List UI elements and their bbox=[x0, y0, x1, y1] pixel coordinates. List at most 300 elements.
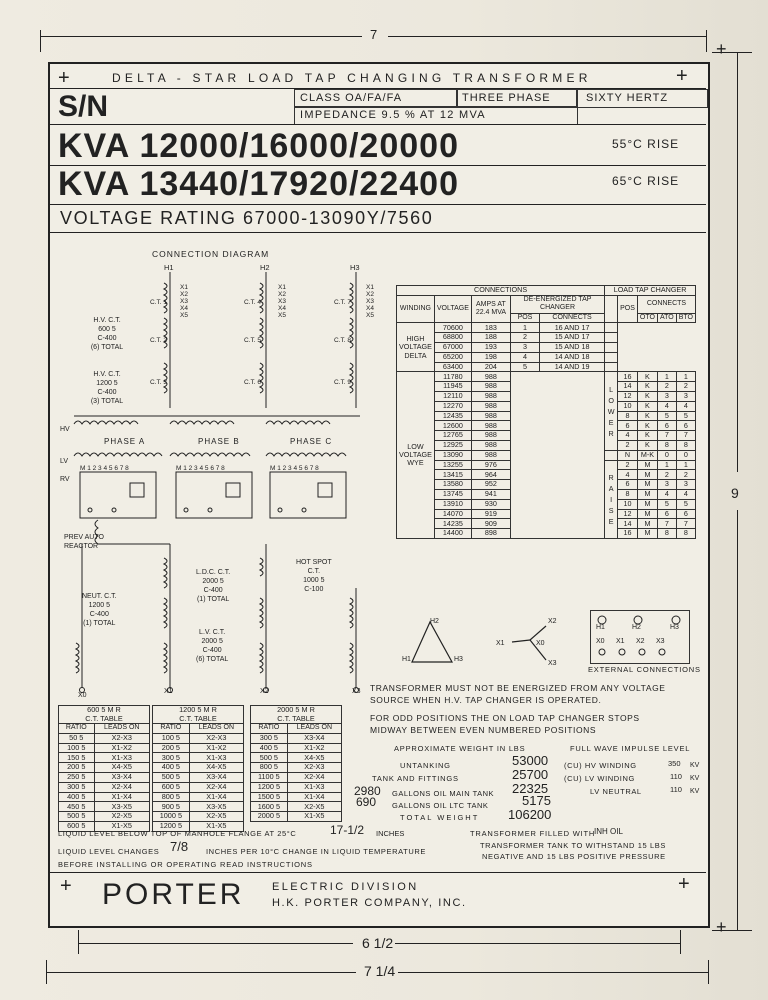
tap-numbers-b: M 1 2 3 4 5 6 7 8 bbox=[176, 465, 225, 472]
top-dimension-line-right bbox=[388, 36, 706, 37]
divider bbox=[48, 124, 706, 125]
dimension-tick bbox=[706, 30, 707, 52]
voltage-cell: 13580 bbox=[434, 480, 471, 490]
ct-table-cell: 300 5 bbox=[59, 782, 95, 792]
ct-table-cell: X1-X3 bbox=[287, 782, 341, 792]
ltc-cell: 8 bbox=[618, 489, 638, 499]
voltage-cell: 68800 bbox=[434, 333, 471, 343]
ct-table-cell: X1-X3 bbox=[94, 753, 149, 763]
height-dimension: 9 bbox=[731, 485, 739, 501]
lv-winding-label: (CU) LV WINDING bbox=[564, 774, 635, 783]
ct-table-cell: 50 5 bbox=[59, 733, 95, 743]
main-tank-value: 22325 bbox=[512, 781, 549, 796]
table-row bbox=[59, 792, 150, 802]
ct-table-cell: 100 5 bbox=[153, 733, 190, 743]
ltc-tank-label: GALLONS OIL LTC TANK bbox=[392, 801, 489, 810]
ct-table-cell: 1200 5 bbox=[251, 782, 288, 792]
before-installing: BEFORE INSTALLING OR OPERATING READ INSTRUCTIONS bbox=[58, 860, 313, 869]
ltc-cell: 6 bbox=[618, 421, 638, 431]
connections-table bbox=[396, 285, 696, 539]
ct-table-cell: X3-X5 bbox=[189, 802, 243, 812]
ltc-cell: 10 bbox=[618, 499, 638, 509]
top-dimension-line bbox=[40, 36, 362, 37]
ltc-cell: 8 bbox=[676, 529, 695, 539]
untanking-label: UNTANKING bbox=[400, 761, 451, 770]
ct-table-2 bbox=[152, 705, 244, 832]
amps-cell: 988 bbox=[471, 391, 510, 401]
ct-table-cell: X1-X2 bbox=[94, 743, 149, 753]
inner-width-line bbox=[395, 943, 680, 944]
ct-taps: X1 X2 X3 X4 X5 bbox=[366, 284, 374, 319]
serial-label: S/N bbox=[58, 90, 109, 123]
ct-table-header: RATIO bbox=[251, 724, 288, 734]
ct-label: C.T. 8 bbox=[334, 337, 351, 344]
ltc-cell: 16 bbox=[618, 529, 638, 539]
pos-cell: 3 bbox=[510, 343, 539, 353]
ct-table-cell: 400 5 bbox=[153, 763, 190, 773]
page-number: 7 bbox=[370, 27, 378, 42]
ct-table-cell: 1500 5 bbox=[251, 792, 288, 802]
dimension-tick bbox=[78, 930, 79, 954]
lv-winding-value: 110 bbox=[670, 772, 682, 781]
pos-cell: 5 bbox=[510, 362, 539, 372]
warning-line-2: SOURCE WHEN H.V. TAP CHANGER IS OPERATED. bbox=[370, 695, 602, 705]
amps-cell: 976 bbox=[471, 460, 510, 470]
amps-header: AMPS AT 22.4 MVA bbox=[471, 295, 510, 323]
amps-cell: 988 bbox=[471, 431, 510, 441]
ct-table-cell: X4-X5 bbox=[94, 763, 149, 773]
ct-table-cell: 150 5 bbox=[59, 753, 95, 763]
ltc-cell: 7 bbox=[657, 519, 676, 529]
voltage-cell: 11780 bbox=[434, 372, 471, 382]
change-text-a: LIQUID LEVEL CHANGES bbox=[58, 847, 160, 856]
ltc-cell: 2 bbox=[657, 382, 676, 392]
dimension-tick bbox=[680, 930, 681, 954]
ltc-cell: 7 bbox=[676, 519, 695, 529]
ct-table-cell: 400 5 bbox=[251, 743, 288, 753]
ltc-cell: K bbox=[637, 411, 657, 421]
withstand-line-1: TRANSFORMER TANK TO WITHSTAND 15 LBS bbox=[480, 841, 666, 850]
ltc-cell: 10 bbox=[618, 401, 638, 411]
delta-h2: H2 bbox=[430, 618, 439, 625]
total-weight-label: TOTAL WEIGHT bbox=[400, 813, 480, 822]
ct-table-cell: X1-X4 bbox=[287, 792, 341, 802]
ato-header: ATO bbox=[657, 313, 676, 323]
ct-table-3 bbox=[250, 705, 342, 822]
ext-x0: X0 bbox=[596, 638, 605, 645]
winding-hv: HV bbox=[60, 426, 70, 433]
ct-table-cell: X1-X4 bbox=[189, 792, 243, 802]
table-row bbox=[59, 763, 150, 773]
wye-x1: X1 bbox=[496, 640, 505, 647]
odd-positions-line-1: FOR ODD POSITIONS THE ON LOAD TAP CHANGER STOPS bbox=[370, 713, 640, 723]
amps-cell: 988 bbox=[471, 440, 510, 450]
withstand-line-2: NEGATIVE AND 15 LBS POSITIVE PRESSURE bbox=[482, 852, 666, 861]
pos-cell: 4 bbox=[510, 352, 539, 362]
voltage-cell: 12765 bbox=[434, 431, 471, 441]
ct-table-header: LEADS ON bbox=[94, 724, 149, 734]
amps-cell: 988 bbox=[471, 421, 510, 431]
ltc-cell: 6 bbox=[657, 421, 676, 431]
hv-ct-600-note: H.V. C.T. 600 5 C-400 (6) TOTAL bbox=[90, 317, 124, 351]
voltage-cell: 70600 bbox=[434, 323, 471, 333]
weight-title: APPROXIMATE WEIGHT IN LBS bbox=[394, 744, 526, 753]
ct-table-cell: 500 5 bbox=[153, 772, 190, 782]
ct-table-cell: X1-X3 bbox=[189, 753, 243, 763]
table-row bbox=[153, 772, 244, 782]
ct-table-cell: 600 5 bbox=[59, 821, 95, 831]
filled-value: INH OIL bbox=[594, 827, 623, 836]
filled-label: TRANSFORMER FILLED WITH bbox=[470, 829, 596, 838]
ltc-cell: 2 bbox=[657, 470, 676, 480]
ct-table-cell: 100 5 bbox=[59, 743, 95, 753]
table-row bbox=[153, 743, 244, 753]
phase-label: THREE PHASE bbox=[462, 92, 551, 104]
ltc-cell: 5 bbox=[657, 499, 676, 509]
corner-plus: + bbox=[716, 917, 727, 937]
kv-unit: KV bbox=[690, 762, 700, 769]
impulse-title: FULL WAVE IMPULSE LEVEL bbox=[570, 744, 691, 753]
ltc-cell: M bbox=[637, 489, 657, 499]
ct-taps: X1 X2 X3 X4 X5 bbox=[180, 284, 188, 319]
height-dimension-line bbox=[737, 52, 738, 472]
ltc-cell: 16 bbox=[618, 372, 638, 382]
ct-table-cell: X3-X4 bbox=[287, 733, 341, 743]
amps-cell: 988 bbox=[471, 401, 510, 411]
table-row bbox=[251, 802, 342, 812]
ltc-connects-header: CONNECTS bbox=[637, 295, 695, 313]
ltc-cell: K bbox=[637, 401, 657, 411]
hv-winding-value: 350 bbox=[668, 759, 681, 768]
ltc-cell: 3 bbox=[657, 391, 676, 401]
ltc-cell: 3 bbox=[676, 480, 695, 490]
ltc-cell: N bbox=[618, 450, 638, 460]
wye-x2: X2 bbox=[548, 618, 557, 625]
ext-h3: H3 bbox=[670, 624, 679, 631]
table-row bbox=[59, 802, 150, 812]
ct-table-cell: X3-X4 bbox=[94, 772, 149, 782]
voltage-cell: 11945 bbox=[434, 382, 471, 392]
ct-table-cell: X1-X2 bbox=[287, 743, 341, 753]
external-connections-label: EXTERNAL CONNECTIONS bbox=[588, 665, 701, 674]
load-tap-title: LOAD TAP CHANGER bbox=[605, 286, 696, 296]
prev-reactor-label: PREV AUTO REACTOR bbox=[64, 534, 104, 550]
kva-rating-55: KVA 12000/16000/20000 bbox=[58, 127, 459, 165]
wye-x3: X3 bbox=[548, 660, 557, 667]
external-bushings bbox=[592, 612, 688, 662]
rise-65: 65°C RISE bbox=[612, 174, 680, 188]
class-label: CLASS OA/FA/FA bbox=[300, 92, 403, 104]
phase-a: PHASE A bbox=[104, 437, 146, 446]
phase-c: PHASE C bbox=[290, 437, 333, 446]
plate-plus-right: + bbox=[676, 65, 688, 87]
ct-table-cell: 400 5 bbox=[59, 792, 95, 802]
amps-cell: 193 bbox=[471, 343, 510, 353]
table-row bbox=[251, 782, 342, 792]
warning-line-1: TRANSFORMER MUST NOT BE ENERGIZED FROM ANY VOLTAGE bbox=[370, 683, 666, 693]
ct-table-cell: 500 5 bbox=[59, 812, 95, 822]
table-row bbox=[59, 733, 150, 743]
ext-h2: H2 bbox=[632, 624, 641, 631]
ltc-pos-header: POS bbox=[618, 295, 638, 323]
ltc-cell: K bbox=[637, 382, 657, 392]
ct-table-cell: X1-X4 bbox=[94, 792, 149, 802]
ltc-cell: 4 bbox=[657, 401, 676, 411]
voltage-cell: 14070 bbox=[434, 509, 471, 519]
table-row bbox=[251, 772, 342, 782]
voltage-cell: 13910 bbox=[434, 499, 471, 509]
ltc-cell: 6 bbox=[618, 480, 638, 490]
table-row bbox=[251, 743, 342, 753]
ltc-cell: 6 bbox=[676, 421, 695, 431]
neut-ct-note: NEUT. C.T. 1200 5 C-400 (1) TOTAL bbox=[82, 593, 117, 627]
ct-taps: X1 X2 X3 X4 X5 bbox=[278, 284, 286, 319]
voltage-cell: 12600 bbox=[434, 421, 471, 431]
untanking-value: 53000 bbox=[512, 753, 549, 768]
ltc-cell: 4 bbox=[676, 489, 695, 499]
amps-cell: 188 bbox=[471, 333, 510, 343]
voltage-header: VOLTAGE bbox=[434, 295, 471, 323]
ltc-cell: K bbox=[637, 440, 657, 450]
lv-neutral-label: LV NEUTRAL bbox=[590, 787, 642, 796]
amps-cell: 952 bbox=[471, 480, 510, 490]
connects-cell: 14 AND 18 bbox=[540, 352, 605, 362]
ct-table-cell: 1100 5 bbox=[251, 772, 288, 782]
kv-unit: KV bbox=[690, 775, 700, 782]
ct-table-cell: 2000 5 bbox=[251, 812, 288, 822]
ct-table-cell: X2-X4 bbox=[189, 782, 243, 792]
ltc-cell: M bbox=[637, 499, 657, 509]
table-row bbox=[59, 753, 150, 763]
oto-header: OTO bbox=[637, 313, 657, 323]
terminal-x0: X0 bbox=[78, 692, 87, 699]
ct-table-cell: 200 5 bbox=[153, 743, 190, 753]
voltage-cell: 67000 bbox=[434, 343, 471, 353]
ct-table-header: RATIO bbox=[153, 724, 190, 734]
voltage-cell: 65200 bbox=[434, 352, 471, 362]
terminal-h3: H3 bbox=[350, 263, 360, 272]
ltc-cell: M bbox=[637, 480, 657, 490]
ct-table-cell: X1-X2 bbox=[189, 743, 243, 753]
voltage-cell: 12270 bbox=[434, 401, 471, 411]
dimension-tick bbox=[46, 960, 47, 984]
table-row bbox=[59, 782, 150, 792]
table-row bbox=[153, 763, 244, 773]
table-row bbox=[153, 802, 244, 812]
ct-table-header: LEADS ON bbox=[287, 724, 341, 734]
ltc-cell: 14 bbox=[618, 519, 638, 529]
ltc-cell: 3 bbox=[676, 391, 695, 401]
ct-label: C.T. 1 bbox=[150, 299, 167, 306]
tank-label: TANK AND FITTINGS bbox=[372, 774, 459, 783]
ct-table-cell: X3-X4 bbox=[189, 772, 243, 782]
ltc-cell: 2 bbox=[618, 460, 638, 470]
connects-cell: 16 AND 17 bbox=[540, 323, 605, 333]
change-value: 7/8 bbox=[170, 839, 189, 854]
table-row bbox=[59, 772, 150, 782]
connects-cell: 14 AND 19 bbox=[540, 362, 605, 372]
ltc-cell: 1 bbox=[676, 460, 695, 470]
winding-header: WINDING bbox=[397, 295, 435, 323]
liquid-level-text: LIQUID LEVEL BELOW TOP OF MANHOLE FLANGE AT 25°C bbox=[58, 829, 297, 838]
corner-plus: + bbox=[716, 39, 727, 59]
ltc-cell: M bbox=[637, 529, 657, 539]
diagram-title: CONNECTION DIAGRAM bbox=[152, 249, 270, 259]
pos-header: POS bbox=[510, 313, 539, 323]
ct-table-cell: X2-X5 bbox=[94, 812, 149, 822]
connects-cell: 15 AND 18 bbox=[540, 343, 605, 353]
inner-width-line bbox=[78, 943, 353, 944]
footer-plus-left: + bbox=[60, 875, 72, 897]
hv-winding-label: (CU) HV WINDING bbox=[564, 761, 637, 770]
connects-cell: 15 AND 17 bbox=[540, 333, 605, 343]
ct-table-header: RATIO bbox=[59, 724, 95, 734]
winding-rv: RV bbox=[60, 476, 70, 483]
ct-label: C.T. 3 bbox=[150, 379, 167, 386]
table-row bbox=[153, 792, 244, 802]
amps-cell: 930 bbox=[471, 499, 510, 509]
amps-cell: 898 bbox=[471, 529, 510, 539]
ltc-cell: 12 bbox=[618, 509, 638, 519]
ltc-cell: 0 bbox=[657, 450, 676, 460]
tap-numbers-c: M 1 2 3 4 5 6 7 8 bbox=[270, 465, 319, 472]
table-row bbox=[397, 333, 696, 343]
bto-header: BTO bbox=[676, 313, 695, 323]
inner-width: 6 1/2 bbox=[362, 935, 394, 951]
lower-label: L O W E R bbox=[605, 372, 618, 450]
total-weight-value: 106200 bbox=[508, 807, 552, 822]
ct-table-header: LEADS ON bbox=[189, 724, 243, 734]
kva-rating-65: KVA 13440/17920/22400 bbox=[58, 165, 459, 203]
wye-x0: X0 bbox=[536, 640, 545, 647]
table-row bbox=[397, 323, 696, 333]
plate-title: DELTA - STAR LOAD TAP CHANGING TRANSFORMER bbox=[112, 71, 592, 85]
amps-cell: 909 bbox=[471, 519, 510, 529]
ct-table-cell: 250 5 bbox=[59, 772, 95, 782]
lv-ct-note: L.V. C.T. 2000 5 C-400 (6) TOTAL bbox=[196, 629, 229, 663]
ltc-cell: 4 bbox=[676, 401, 695, 411]
ct-table-cell: X2-X4 bbox=[287, 772, 341, 782]
voltage-cell: 13090 bbox=[434, 450, 471, 460]
main-tank-label: GALLONS OIL MAIN TANK bbox=[392, 789, 495, 798]
ct-table-title: 2000 5 M R C.T. TABLE bbox=[251, 706, 342, 724]
impedance-label: IMPEDANCE 9.5 % AT 12 MVA bbox=[300, 109, 486, 121]
hertz-label: SIXTY HERTZ bbox=[586, 92, 669, 104]
ct-table-cell: X4-X5 bbox=[189, 763, 243, 773]
outer-width: 7 1/4 bbox=[364, 963, 396, 979]
ct-table-1 bbox=[58, 705, 150, 832]
ct-table-cell: 300 5 bbox=[153, 753, 190, 763]
divider bbox=[48, 204, 706, 205]
kv-unit: KV bbox=[690, 788, 700, 795]
ct-table-cell: X2-X4 bbox=[94, 782, 149, 792]
ltc-cell: M bbox=[637, 470, 657, 480]
terminal-x2: X2 bbox=[260, 688, 269, 695]
ltc-cell: K bbox=[637, 391, 657, 401]
divider bbox=[48, 872, 706, 873]
ltc-cell: 5 bbox=[676, 411, 695, 421]
outer-width-line bbox=[46, 972, 356, 973]
voltage-cell: 12110 bbox=[434, 391, 471, 401]
table-row bbox=[397, 372, 696, 382]
liquid-level-value: 17-1/2 bbox=[330, 823, 365, 837]
amps-cell: 988 bbox=[471, 450, 510, 460]
division-name: ELECTRIC DIVISION bbox=[272, 881, 419, 893]
ltc-cell: K bbox=[637, 421, 657, 431]
ct-label: C.T. 4 bbox=[244, 299, 261, 306]
ltc-cell: M bbox=[637, 460, 657, 470]
ct-table-cell: X2-X3 bbox=[287, 763, 341, 773]
table-row bbox=[251, 753, 342, 763]
ct-table-cell: X4-X5 bbox=[287, 753, 341, 763]
table-row bbox=[153, 733, 244, 743]
winding-lv: LV bbox=[60, 458, 69, 465]
delta-h3: H3 bbox=[454, 656, 463, 663]
voltage-cell: 14235 bbox=[434, 519, 471, 529]
voltage-cell: 12435 bbox=[434, 411, 471, 421]
pos-cell: 1 bbox=[510, 323, 539, 333]
ltc-cell: 4 bbox=[618, 470, 638, 480]
table-row bbox=[153, 812, 244, 822]
voltage-cell: 13255 bbox=[434, 460, 471, 470]
ct-table-cell: 1600 5 bbox=[251, 802, 288, 812]
ct-table-cell: 450 5 bbox=[59, 802, 95, 812]
ct-table-title: 1200 5 M R C.T. TABLE bbox=[153, 706, 244, 724]
ct-table-cell: X1-X5 bbox=[189, 821, 243, 831]
ext-h1: H1 bbox=[596, 624, 605, 631]
inches-label: INCHES bbox=[376, 829, 405, 838]
ltc-cell: 5 bbox=[657, 411, 676, 421]
change-text-b: INCHES PER 10°C CHANGE IN LIQUID TEMPERATURE bbox=[206, 847, 426, 856]
ldc-ct-note: L.D.C. C.T. 2000 5 C-400 (1) TOTAL bbox=[196, 569, 231, 603]
ct-table-cell: X1-X5 bbox=[287, 812, 341, 822]
table-row bbox=[153, 782, 244, 792]
voltage-rating: VOLTAGE RATING 67000-13090Y/7560 bbox=[60, 208, 434, 228]
connects-header: CONNECTS bbox=[540, 313, 605, 323]
ltc-cell: 2 bbox=[676, 470, 695, 480]
brand-name: PORTER bbox=[102, 878, 245, 911]
outer-width-line bbox=[398, 972, 708, 973]
ct-table-title: 600 5 M R C.T. TABLE bbox=[59, 706, 150, 724]
company-name: H.K. PORTER COMPANY, INC. bbox=[272, 897, 467, 909]
ltc-cell: 6 bbox=[657, 509, 676, 519]
height-dimension-line bbox=[737, 510, 738, 930]
ltc-cell: 1 bbox=[676, 372, 695, 382]
amps-cell: 988 bbox=[471, 382, 510, 392]
ct-table-cell: X2-X3 bbox=[94, 733, 149, 743]
table-row bbox=[251, 812, 342, 822]
terminal-h1: H1 bbox=[164, 263, 174, 272]
ct-table-cell: 300 5 bbox=[251, 733, 288, 743]
delta-h1: H1 bbox=[402, 656, 411, 663]
hv-ct-1200-note: H.V. C.T. 1200 5 C-400 (3) TOTAL bbox=[90, 371, 124, 405]
ltc-cell: M-K bbox=[637, 450, 657, 460]
ct-table-cell: X2-X3 bbox=[189, 733, 243, 743]
delta-triangle bbox=[412, 622, 452, 662]
ltc-cell: 8 bbox=[618, 411, 638, 421]
ltc-cell: 5 bbox=[676, 499, 695, 509]
ltc-cell: M bbox=[637, 509, 657, 519]
ltc-cell: 1 bbox=[657, 372, 676, 382]
ct-table-cell: X3-X5 bbox=[94, 802, 149, 812]
ltc-cell: 4 bbox=[618, 431, 638, 441]
hv-winding-label: HIGH VOLTAGE DELTA bbox=[397, 323, 435, 372]
table-row bbox=[397, 352, 696, 362]
ct-table-cell: 1200 5 bbox=[153, 821, 190, 831]
ct-table-cell: 600 5 bbox=[153, 782, 190, 792]
ct-table-cell: 800 5 bbox=[153, 792, 190, 802]
table-row bbox=[251, 733, 342, 743]
